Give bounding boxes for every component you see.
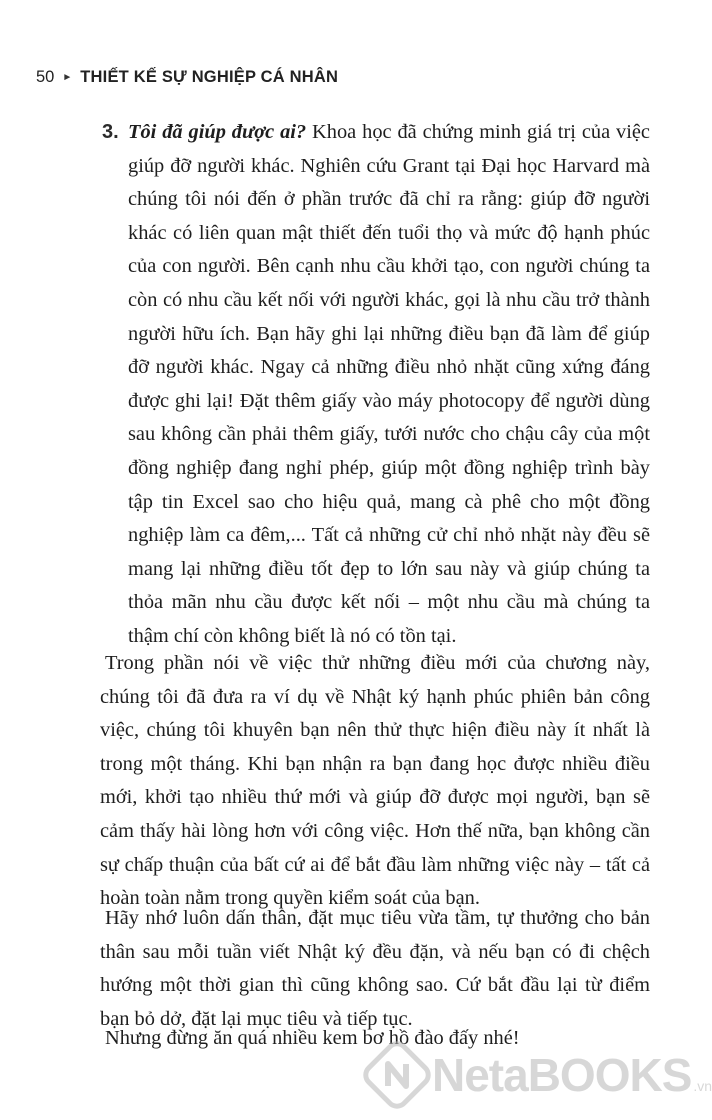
chapter-title: THIẾT KẾ SỰ NGHIỆP CÁ NHÂN <box>80 67 339 86</box>
item-question: Tôi đã giúp được ai? <box>128 121 307 143</box>
watermark-suffix: .vn <box>693 1078 712 1094</box>
paragraph-text: Hãy nhớ luôn dấn thân, đặt mục tiêu vừa tầm, tự thưởng cho bản thân sau mỗi tuần viết Nhật ký đều đặn, và nếu bạn có đi chệch hướng một thời gian thì cũng không sao. Cứ bắt đầu lại từ điểm bạn bỏ dở, đặt lại mục tiêu và tiếp tục. <box>100 907 650 1030</box>
body-paragraph-2 <box>100 902 650 1036</box>
netabooks-logo-icon <box>368 1046 426 1104</box>
watermark-brand: NetaBOOKS <box>432 1049 692 1101</box>
item-number: 3. <box>102 121 119 143</box>
numbered-item-3 <box>102 116 650 654</box>
item-body: Khoa học đã chứng minh giá trị của việc giúp đỡ người khác. Nghiên cứu Grant tại Đại học Harvard mà chúng tôi nói đến ở phần trước đã chỉ ra rằng: giúp đỡ người khác có liên quan mật thiết đến tuổi thọ và mức độ hạnh phúc của con người. Bên cạnh nhu cầu khởi tạo, con người chúng ta còn có nhu cầu kết nối với người khác, gọi là nhu cầu trở thành người hữu ích. Bạn hãy ghi lại những điều bạn đã làm để giúp đỡ người khác. Ngay cả những điều nhỏ nhặt cũng xứng đáng được ghi lại! Đặt thêm giấy vào máy photocopy để người dùng sau không cần phải thêm giấy, tưới nước cho chậu cây của một đồng nghiệp đang nghỉ phép, giúp một đồng nghiệp trình bày tập tin Excel sao cho hiệu quả, mang cà phê cho một đồng nghiệp làm ca đêm,... Tất cả những cử chỉ nhỏ nhặt này đều sẽ mang lại những điều tốt đẹp to lớn sau này và giúp chúng ta thỏa mãn nhu cầu được kết nối – một nhu cầu mà chúng ta thậm chí còn không biết là nó có tồn tại. <box>128 121 650 647</box>
body-paragraph-1 <box>100 647 650 916</box>
item-text <box>128 116 650 654</box>
running-header <box>36 62 338 92</box>
netabooks-watermark <box>368 1030 712 1120</box>
paragraph-text: Trong phần nói về việc thử những điều mới của chương này, chúng tôi đã đưa ra ví dụ về Nhật ký hạnh phúc phiên bản công việc, chúng tôi khuyên bạn nên thử thực hiện điều này ít nhất là trong một tháng. Khi bạn nhận ra bạn đang học được nhiều điều mới, khởi tạo nhiều thứ mới và giúp đỡ được mọi người, bạn sẽ cảm thấy hài lòng hơn với công việc. Hơn thế nữa, bạn không cần sự chấp thuận của bất cứ ai để bắt đầu làm những việc này – tất cả hoàn toàn nằm trong quyền kiểm soát của bạn. <box>100 652 650 910</box>
page-number: 50 <box>36 67 55 86</box>
triangle-arrow-icon: ► <box>62 71 73 83</box>
paragraph-text: Nhưng đừng ăn quá nhiều kem bơ hồ đào đấy nhé! <box>105 1027 520 1049</box>
